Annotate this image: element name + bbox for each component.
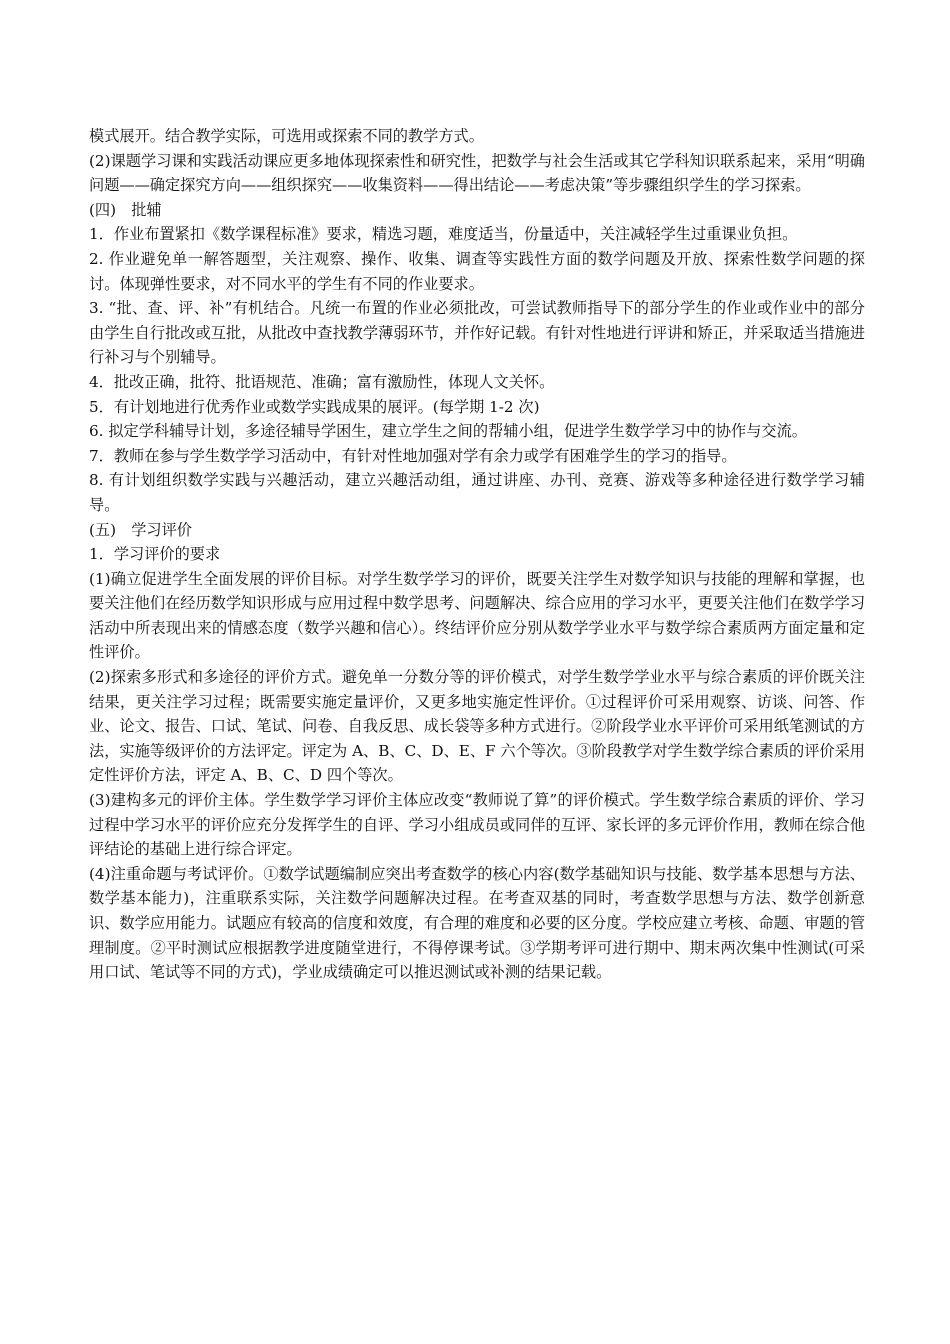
paragraph: 6. 拟定学科辅导计划，多途径辅导学困生，建立学生之间的帮辅小组，促进学生数学学习中的协作与交流。 [89,422,807,441]
paragraph: 7．教师在参与学生数学学习活动中，有针对性地加强对学有余力或学有困难学生的学习的指导。 [89,446,737,465]
section-heading: (五) 学习评价 [89,520,192,539]
paragraph: 3. “批、查、评、补”有机结合。凡统一布置的作业必须批改，可尝试教师指导下的部分学生的作业或作业中的部分由学生自行批改或互批，从批改中查找教学薄弱环节，并作好记载。有针对性地进行评讲和矫正，并采取适当措施进行补习与个别辅导。 [89,299,865,367]
paragraph: 模式展开。结合教学实际，可选用或探索不同的教学方式。 [89,127,484,145]
paragraph: 8. 有计划组织数学实践与兴趣活动，建立兴趣活动组，通过讲座、办刊、竞赛、游戏等多种途径进行数学学习辅导。 [89,471,865,514]
paragraph: (3)建构多元的评价主体。学生数学学习评价主体应改变“教师说了算”的评价模式。学生数学综合素质的评价、学习过程中学习水平的评价应充分发挥学生的自评、学习小组成员或同伴的互评、家长评的多元评价作用，教师在综合他评结论的基础上进行综合评定。 [89,791,865,859]
section-heading: (四) 批辅 [89,200,162,219]
paragraph: 5．有计划地进行优秀作业或数学实践成果的展评。(每学期 1-2 次) [89,397,540,416]
paragraph: (2)课题学习课和实践活动课应更多地体现探索性和研究性，把数学与社会生活或其它学科知识联系起来，采用“明确问题——确定探究方向——组织探究——收集资料——得出结论——考虑决策”等步骤组织学生的学习探索。 [89,151,865,195]
paragraph: 2. 作业避免单一解答题型，关注观察、操作、收集、调查等实践性方面的数学问题及开放、探索性数学问题的探讨。体现弹性要求，对不同水平的学生有不同的作业要求。 [89,249,865,293]
paragraph: (1)确立促进学生全面发展的评价目标。对学生数学学习的评价，既要关注学生对数学知识与技能的理解和掌握，也要关注他们在经历数学知识形成与应用过程中数学思考、问题解决、综合应用的学习水平，更要关注他们在数学学习活动中所表现出来的情感态度（数学兴趣和信心）。终结评价应分别从数学学业水平与数学综合素质两方面定量和定性评价。 [89,569,865,662]
paragraph: 1．作业布置紧扣《数学课程标准》要求，精选习题，难度适当，份量适中，关注减轻学生过重课业负担。 [89,225,798,244]
document-body [89,124,865,985]
paragraph: (4)注重命题与考试评价。①数学试题编制应突出考查数学的核心内容(数学基础知识与技能、数学基本思想与方法、数学基本能力)，注重联系实际，关注数学问题解决过程。在考查双基的同时，考查数学思想与方法、数学创新意识、数学应用能力。试题应有较高的信度和效度，有合理的难度和必要的区分度。学校应建立考核、命题、审题的管理制度。②平时测试应根据教学进度随堂进行，不得停课考试。③学期考评可进行期中、期末两次集中性测试(可采用口试、笔试等不同的方式)，学业成绩确定可以推迟测试或补测的结果记载。 [89,864,865,982]
paragraph: 4．批改正确，批符、批语规范、准确；富有激励性，体现人文关怀。 [89,372,555,391]
subsection-heading: 1．学习评价的要求 [89,545,221,564]
paragraph: (2)探索多形式和多途径的评价方式。避免单一分数分等的评价模式，对学生数学学业水平与综合素质的评价既关注结果，更关注学习过程；既需要实施定量评价，又更多地实施定性评价。①过程评价可采用观察、访谈、问答、作业、论文、报告、口试、笔试、问卷、自我反思、成长袋等多种方式进行。②阶段学业水平评价可采用纸笔测试的方法，实施等级评价的方法评定。评定为 A、B、C、D、E、F 六个等次。③阶段教学对学生数学综合素质的评价采用定性评价方法，评定 A、B、C、D 四个等次。 [89,668,865,785]
